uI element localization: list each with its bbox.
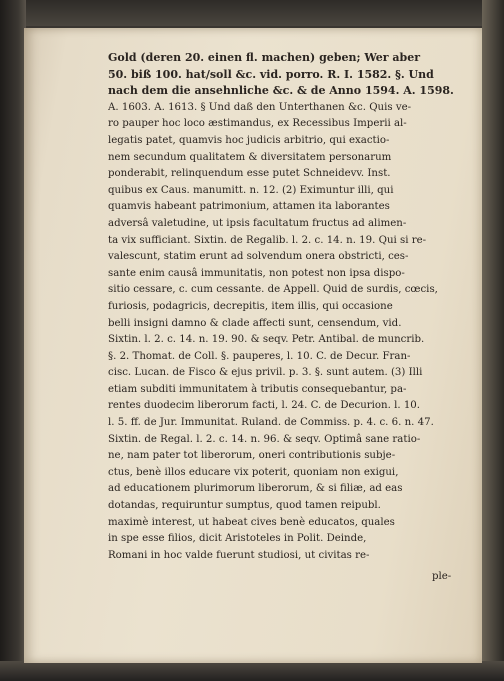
text-line: dotandas, requiruntur sumptus, quod tamen reipubl.	[108, 500, 381, 512]
text-line: Romani in hoc valde fuerunt studiosi, ut civitas re-	[108, 549, 370, 561]
text-line: furiosis, podagricis, decrepitis, item illis, qui occasione	[108, 300, 393, 312]
text-line: rentes duodecim liberorum facti, l. 24. C. de Decurion. l. 10.	[108, 400, 421, 412]
catchword: ple-	[432, 571, 452, 582]
text-line: ta vix sufficiant. Sixtin. de Regalib. l. 2. c. 14. n. 19. Qui si re-	[108, 234, 427, 246]
text-line: sante enim causâ immunitatis, non potest non ipsa dispo-	[108, 267, 405, 279]
text-line: ctus, benè illos educare vix poterit, quoniam non exigui,	[108, 466, 399, 478]
page-text-block	[108, 50, 470, 564]
text-line: quamvis habeant patrimonium, attamen ita laborantes	[108, 201, 390, 213]
scan-top-shadow	[0, 0, 504, 26]
text-line: nem secundum qualitatem & diversitatem personarum	[108, 151, 392, 163]
scan-bottom-edge	[0, 661, 504, 681]
text-line: belli insigni damno & clade affecti sunt, censendum, vid.	[108, 317, 402, 329]
text-line: valescunt, statim erunt ad solvendum onera obstricti, ces-	[108, 251, 409, 263]
text-line: ad educationem plurimorum liberorum, & si filiæ, ad eas	[108, 483, 403, 495]
text-line: Sixtin. de Regal. l. 2. c. 14. n. 96. & seqv. Optimâ sane ratio-	[108, 433, 421, 445]
text-line: ro pauper hoc loco æstimandus, ex Recessibus Imperii al-	[108, 118, 407, 130]
text-line: etiam subditi immunitatem à tributis consequebantur, pa-	[108, 383, 407, 395]
text-line: in spe esse filios, dicit Aristoteles in Polit. Deinde,	[108, 533, 367, 545]
text-line: l. 5. ff. de Jur. Immunitat. Ruland. de Commiss. p. 4. c. 6. n. 47.	[108, 417, 434, 429]
text-line: §. 2. Thomat. de Coll. §. pauperes, l. 10. C. de Decur. Fran-	[108, 350, 411, 362]
text-line: 50. biß 100. hat/soll &c. vid. porro. R. I. 1582. §. Und	[108, 67, 434, 81]
text-line: quibus ex Caus. manumitt. n. 12. (2) Eximuntur illi, qui	[108, 184, 394, 196]
text-line: sitio cessare, c. cum cessante. de Appell. Quid de surdis, cœcis,	[108, 284, 438, 296]
text-line: Sixtin. l. 2. c. 14. n. 19. 90. & seqv. Petr. Antibal. de muncrib.	[108, 334, 425, 346]
text-line: legatis patet, quamvis hoc judicis arbitrio, qui exactio-	[108, 134, 390, 146]
book-spine-edge	[0, 0, 26, 681]
text-line: A. 1603. A. 1613. § Und daß den Unterthanen &c. Quis ve-	[108, 101, 412, 113]
text-line: adversâ valetudine, ut ipsis facultatum fructus ad alimen-	[108, 217, 407, 229]
text-line: ponderabit, relinquendum esse putet Schneidevv. Inst.	[108, 168, 391, 180]
text-line: cisc. Lucan. de Fisco & ejus privil. p. 3. §. sunt autem. (3) Illi	[108, 367, 423, 379]
text-line: Gold (deren 20. einen fl. machen) geben; Wer aber	[108, 51, 421, 64]
text-line: ne, nam pater tot liberorum, oneri contributionis subje-	[108, 450, 396, 462]
text-line: maximè interest, ut habeat cives benè educatos, quales	[108, 516, 395, 528]
text-line: nach dem die ansehnliche &c. & de Anno 1594. A. 1598.	[108, 84, 454, 98]
page-right-edge	[482, 0, 504, 681]
